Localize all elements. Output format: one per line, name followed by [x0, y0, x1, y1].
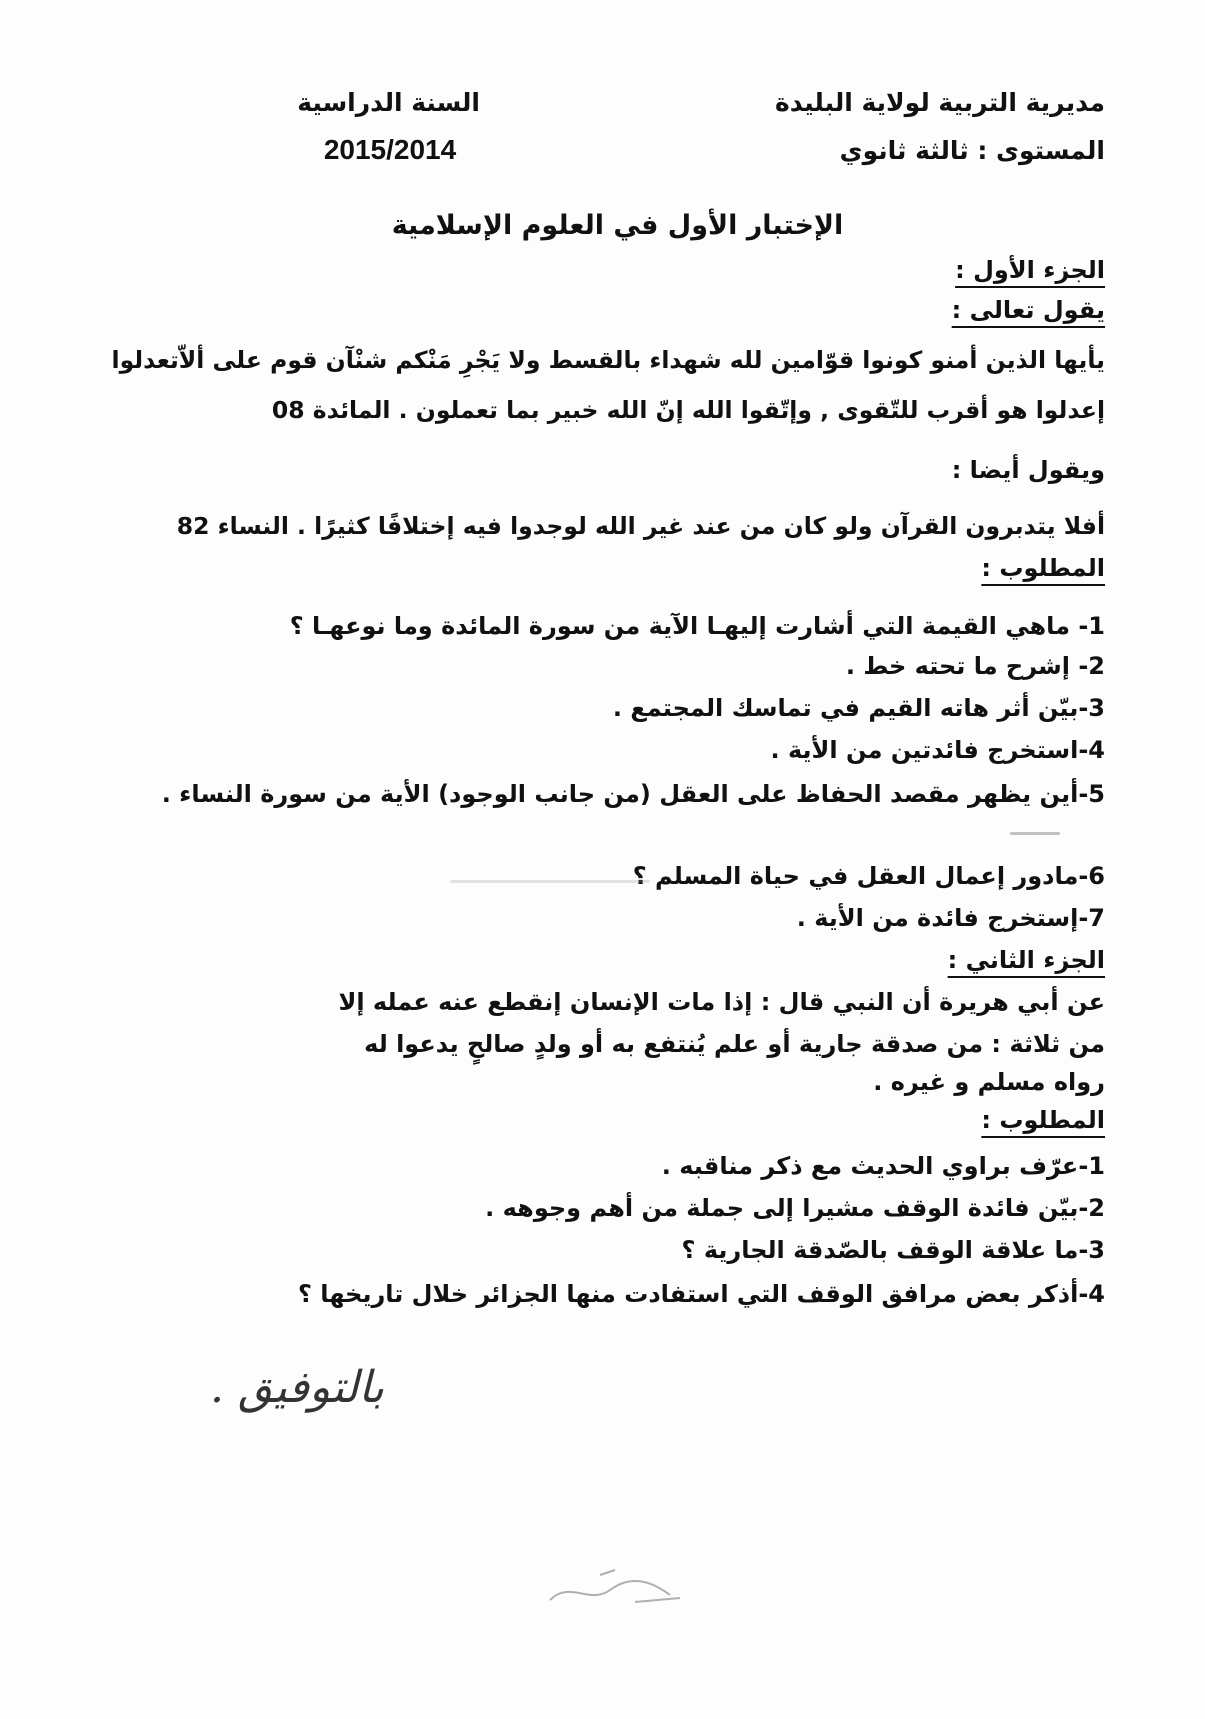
hadith-line1: عن أبي هريرة أن النبي قال : إذا مات الإنسان إنقطع عنه عمله إلا: [338, 988, 1105, 1016]
verse1-line2: إعدلوا هو أقرب للتّقوى , وإتّقوا الله إنّ الله خبير بما تعملون . المائدة 08: [271, 396, 1105, 424]
closing-wish: بالتوفيق .: [210, 1362, 385, 1413]
part1-intro2: ويقول أيضا :: [951, 456, 1105, 484]
part2-question-1: 1-عرّف براوي الحديث مع ذكر مناقبه .: [661, 1152, 1105, 1180]
part2-question-3: 3-ما علاقة الوقف بالصّدقة الجارية ؟: [681, 1236, 1105, 1264]
school-year: 2015/2014: [323, 134, 457, 165]
year-label: السنة الدراسية: [297, 88, 480, 117]
part2-heading: الجزء الثاني :: [947, 946, 1105, 974]
part1-question-7: 7-إستخرج فائدة من الأية .: [796, 904, 1105, 932]
verse1-line1: يأيها الذين أمنو كونوا قوّامين لله شهداء بالقسط ولا يَجْرِ مَنْكم شنْآن قوم على ألاّتعدلوا: [111, 346, 1105, 374]
pencil-smudge: [1010, 832, 1060, 835]
part1-question-6: 6-مادور إعمال العقل في حياة المسلم ؟: [632, 862, 1105, 890]
part2-required: المطلوب :: [981, 1106, 1105, 1134]
part1-question-4: 4-استخرج فائدتين من الأية .: [770, 736, 1105, 764]
part1-question-5: 5-أين يظهر مقصد الحفاظ على العقل (من جانب الوجود) الأية من سورة النساء .: [161, 780, 1105, 808]
exam-title: الإختبار الأول في العلوم الإسلامية: [391, 210, 844, 241]
part1-question-1: 1- ماهي القيمة التي أشارت إليهـا الآية من سورة المائدة وما نوعهـا ؟: [289, 612, 1105, 640]
hadith-line3: رواه مسلم و غيره .: [873, 1068, 1105, 1096]
part1-intro1: يقول تعالى :: [951, 296, 1105, 324]
part1-heading: الجزء الأول :: [955, 256, 1105, 284]
hadith-line2: من ثلاثة : من صدقة جارية أو علم يُنتفع به أو ولدٍ صالحٍ يدعوا له: [364, 1030, 1105, 1058]
part1-question-3: 3-بيّن أثر هاته القيم في تماسك المجتمع .: [612, 694, 1105, 722]
part2-question-2: 2-بيّن فائدة الوقف مشيرا إلى جملة من أهم وجوهه .: [485, 1194, 1105, 1222]
signature-scribble: [540, 1560, 700, 1620]
part2-question-4: 4-أذكر بعض مرافق الوقف التي استفادت منها الجزائر خلال تاريخها ؟: [298, 1280, 1105, 1308]
directorate-label: مديرية التربية لولاية البليدة: [775, 88, 1105, 117]
erased-mark: [450, 880, 650, 883]
part1-required: المطلوب :: [981, 554, 1105, 582]
verse2: أفلا يتدبرون القرآن ولو كان من عند غير الله لوجدوا فيه إختلافًا كثيرًا . النساء 82: [176, 512, 1105, 540]
part1-question-2: 2- إشرح ما تحته خط .: [845, 652, 1105, 680]
level-label: المستوى : ثالثة ثانوي: [839, 136, 1105, 165]
